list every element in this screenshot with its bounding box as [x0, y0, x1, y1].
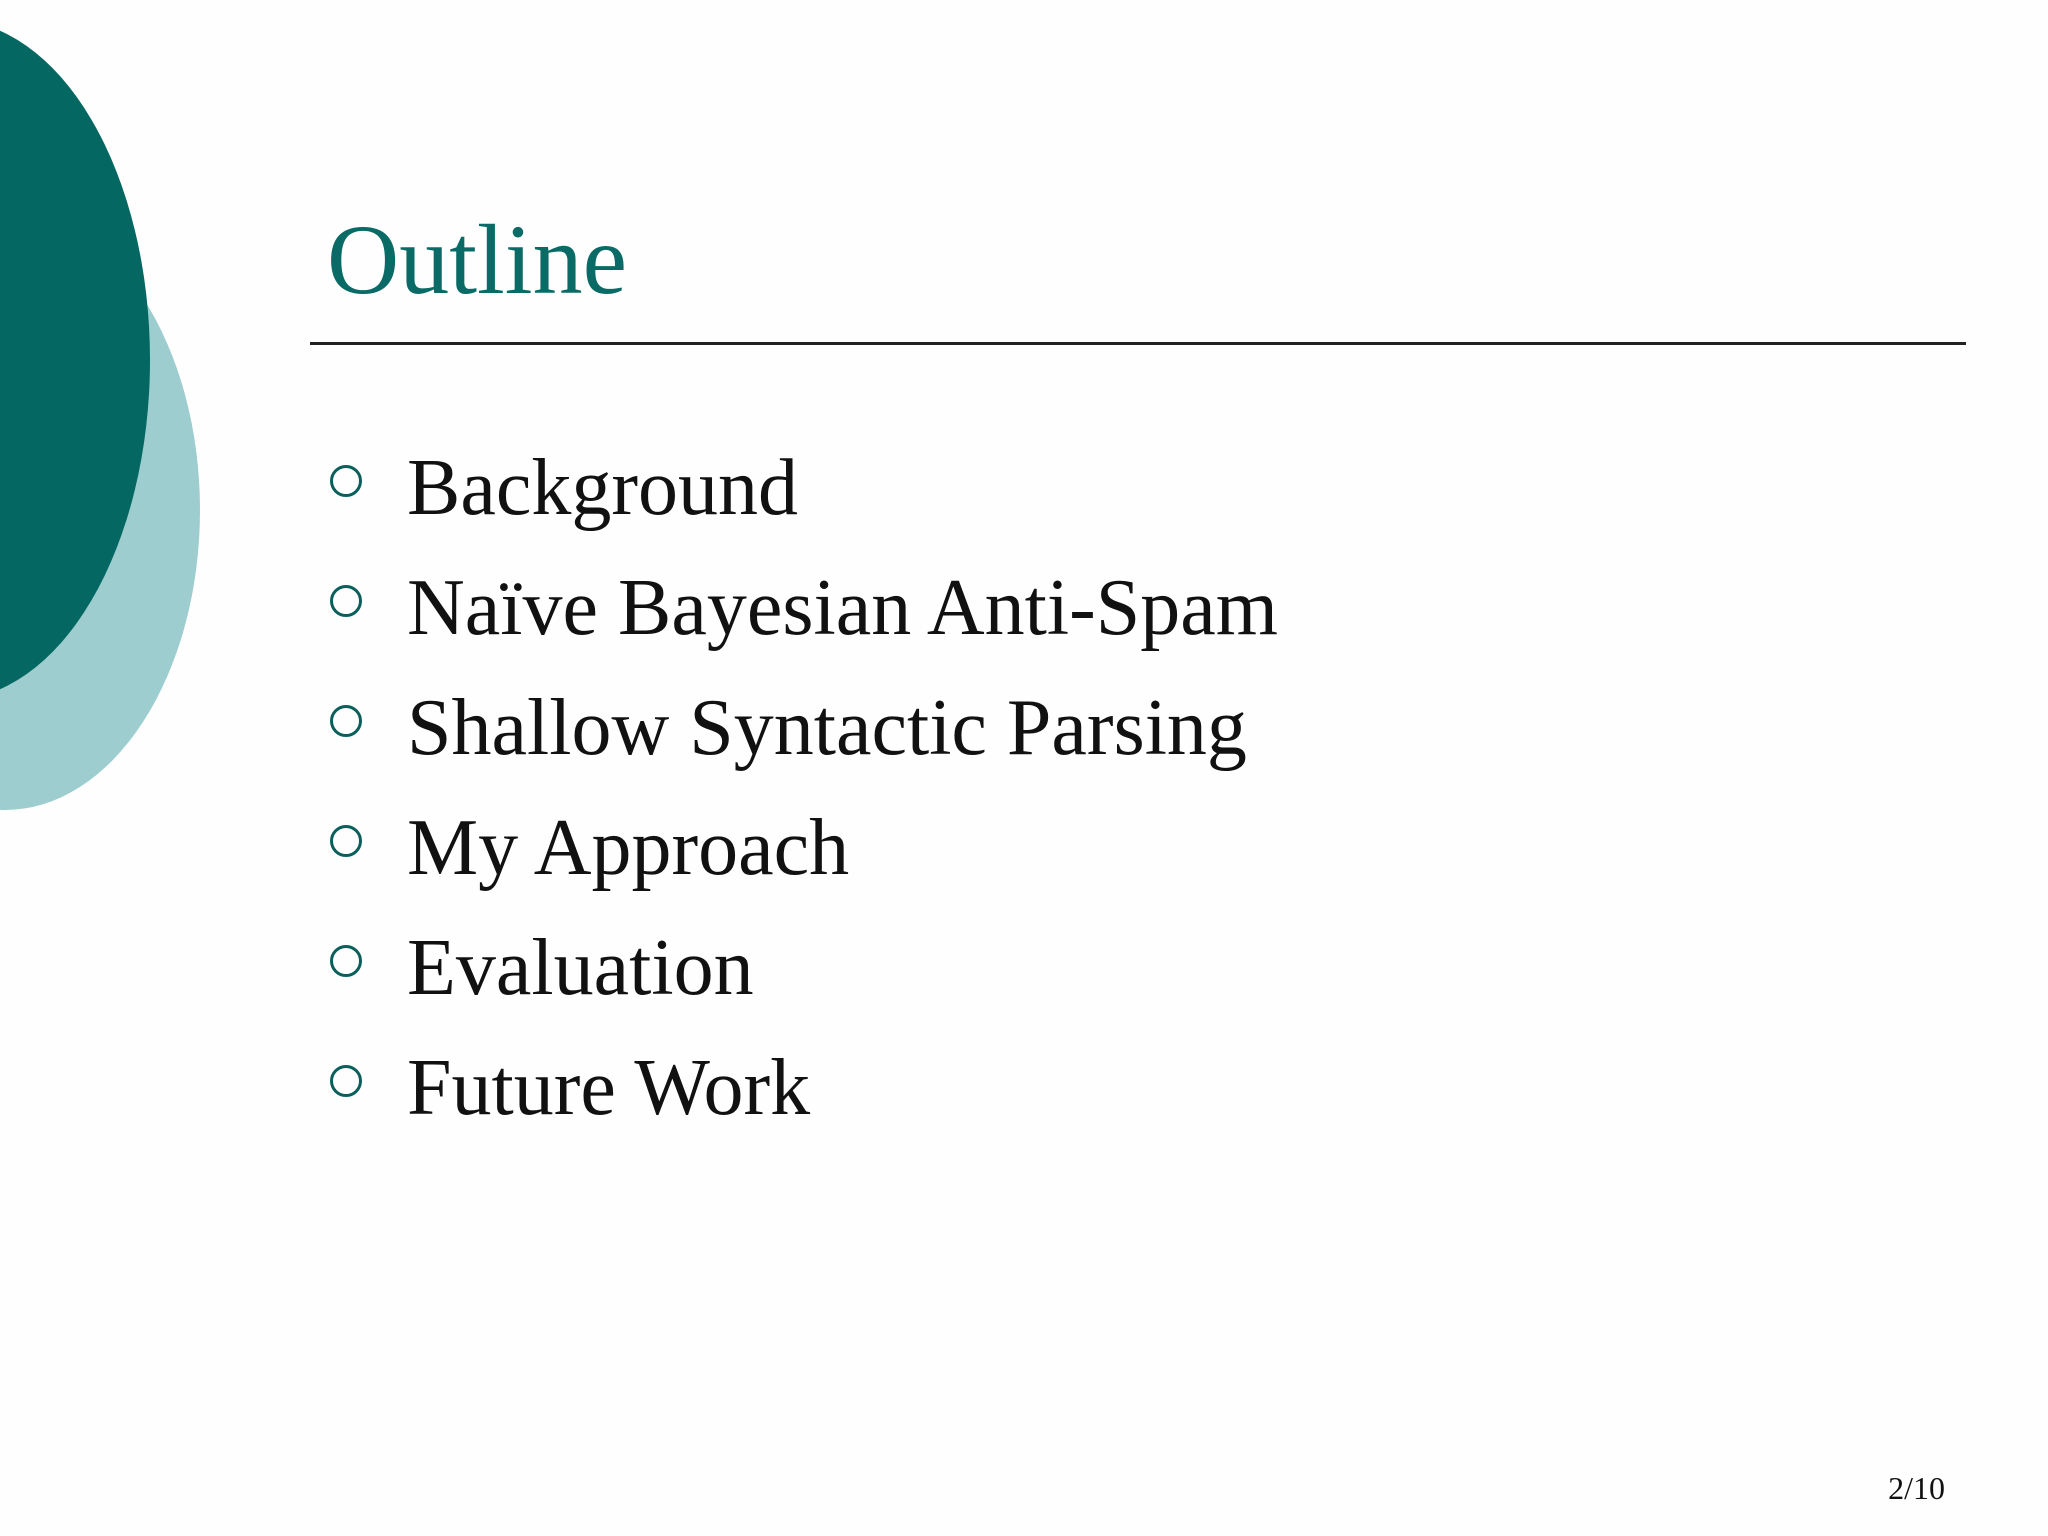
page-number: 2/10 [1888, 1470, 1945, 1506]
hollow-circle-bullet-icon [330, 825, 362, 857]
bullet-item [330, 428, 1278, 548]
bullet-text: Evaluation [407, 924, 754, 1012]
bullet-text: Shallow Syntactic Parsing [407, 684, 1247, 772]
hollow-circle-bullet-icon [330, 705, 362, 737]
hollow-circle-bullet-icon [330, 465, 362, 497]
bullet-item [330, 788, 1278, 908]
bullet-text: Naïve Bayesian Anti-Spam [407, 564, 1278, 652]
bullet-item [330, 908, 1278, 1028]
hollow-circle-bullet-icon [330, 1065, 362, 1097]
bullet-item [330, 668, 1278, 788]
bullet-item [330, 548, 1278, 668]
slide-title: Outline [327, 204, 627, 315]
hollow-circle-bullet-icon [330, 585, 362, 617]
bullet-text: Future Work [407, 1044, 811, 1132]
bullet-item [330, 1028, 1278, 1148]
bullet-text: My Approach [407, 804, 850, 892]
hollow-circle-bullet-icon [330, 945, 362, 977]
bullet-text: Background [407, 444, 799, 532]
bullet-list [330, 428, 1278, 1148]
title-divider [310, 342, 1966, 345]
